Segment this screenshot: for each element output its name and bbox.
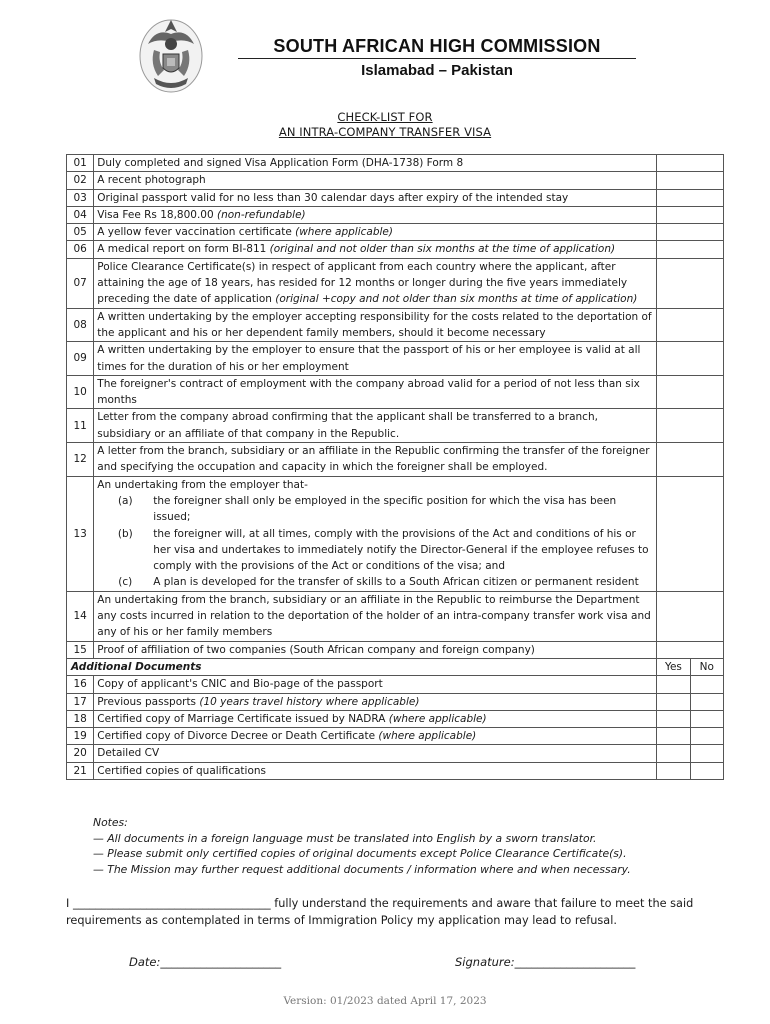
- document-title-line2: AN INTRA-COMPANY TRANSFER VISA: [278, 125, 492, 139]
- table-row: [67, 308, 724, 342]
- item-text: Duly completed and signed Visa Application Form (DHA-1738) Form 8: [97, 157, 464, 169]
- check-cell[interactable]: [657, 375, 724, 409]
- item-number: 14: [67, 591, 94, 641]
- item-note: (where applicable): [378, 730, 477, 743]
- table-row: [67, 342, 724, 376]
- table-row: [67, 155, 724, 172]
- item-description: [94, 172, 657, 189]
- sub-item: [97, 526, 653, 575]
- table-row: [67, 409, 724, 443]
- item-number: 19: [67, 728, 94, 745]
- name-blank-field[interactable]: ___________________________________: [72, 897, 271, 910]
- no-column-header: No: [690, 658, 723, 675]
- item-number: 16: [67, 676, 94, 693]
- sub-item-label: (a): [117, 494, 133, 507]
- item-description: [94, 728, 657, 745]
- item-description: [94, 443, 657, 477]
- item-description: [94, 375, 657, 409]
- yes-checkbox[interactable]: [657, 693, 690, 710]
- item-description: [94, 693, 657, 710]
- item-text: Original passport valid for no less than 30 calendar days after expiry of the intended stay: [97, 191, 569, 204]
- no-checkbox[interactable]: [690, 676, 723, 693]
- item-text: Letter from the company abroad confirming that the applicant shall be transferred to a branch, subsidiary or an affiliate of that company in the Republic.: [97, 411, 598, 440]
- item-text: A medical report on form BI-811: [97, 243, 270, 256]
- check-cell[interactable]: [657, 476, 724, 591]
- organization-title: SOUTH AFRICAN HIGH COMMISSION: [238, 36, 636, 59]
- item-number: 17: [67, 693, 94, 710]
- table-row: [67, 745, 724, 762]
- table-row: [67, 641, 724, 658]
- no-checkbox[interactable]: [690, 762, 723, 779]
- check-cell[interactable]: [657, 155, 724, 172]
- item-description: [94, 342, 657, 376]
- table-row: [67, 710, 724, 727]
- item-text: An undertaking from the branch, subsidiary or an affiliate in the Republic to reimburse the Department any costs incurred in relation to the deportation of the holder of an intra-company transfer work visa and any of his or her family members: [97, 593, 651, 639]
- checklist-table: [66, 154, 724, 780]
- declaration-prefix: I: [66, 897, 70, 910]
- table-row: [67, 258, 724, 308]
- table-row: [67, 476, 724, 591]
- no-checkbox[interactable]: [690, 693, 723, 710]
- check-cell[interactable]: [657, 241, 724, 258]
- check-cell[interactable]: [657, 443, 724, 477]
- item-number: 05: [67, 224, 94, 241]
- item-description: [94, 476, 657, 591]
- check-cell[interactable]: [657, 409, 724, 443]
- declaration: [66, 895, 726, 929]
- no-checkbox[interactable]: [690, 745, 723, 762]
- item-number: 08: [67, 308, 94, 342]
- item-text: Previous passports: [97, 695, 200, 708]
- item-text: The foreigner's contract of employment with the company abroad valid for a period of not less than six months: [97, 377, 640, 407]
- item-number: 15: [67, 641, 94, 658]
- item-description: [94, 762, 657, 779]
- item-text: Certified copies of qualifications: [97, 764, 266, 777]
- table-row: [67, 224, 724, 241]
- item-text: Copy of applicant's CNIC and Bio-page of the passport: [97, 678, 383, 691]
- table-row: [67, 375, 724, 409]
- note-line: — The Mission may further request additional documents / information where and when necessary.: [93, 862, 631, 876]
- item-text: A written undertaking by the employer accepting responsibility for the costs related to the deportation of the applicant and his or her dependent family members, should it become necessary: [97, 310, 652, 339]
- item-number: 09: [67, 342, 94, 376]
- item-number: 12: [67, 443, 94, 477]
- notes-section: [93, 815, 631, 877]
- item-text: Visa Fee Rs 18,800.00: [97, 208, 217, 221]
- item-description: [94, 641, 657, 658]
- item-text: A written undertaking by the employer to ensure that the passport of his or her employee is valid at all times for the duration of his or her employment: [97, 344, 641, 373]
- additional-documents-heading: Additional Documents: [67, 658, 657, 675]
- sub-item-label: (b): [117, 527, 133, 540]
- check-cell[interactable]: [657, 224, 724, 241]
- item-description: [94, 189, 657, 206]
- check-cell[interactable]: [657, 342, 724, 376]
- no-checkbox[interactable]: [690, 710, 723, 727]
- item-description: [94, 710, 657, 727]
- item-note: (where applicable): [295, 226, 393, 239]
- item-description: [94, 258, 657, 308]
- item-number: 21: [67, 762, 94, 779]
- notes-heading: Notes:: [93, 816, 128, 829]
- item-description: [94, 224, 657, 241]
- table-row: [67, 693, 724, 710]
- item-text: An undertaking from the employer that-: [97, 478, 308, 491]
- check-cell[interactable]: [657, 591, 724, 641]
- item-note: (non-refundable): [217, 208, 306, 221]
- note-line: — All documents in a foreign language must be translated into English by a sworn translator.: [93, 831, 597, 845]
- date-field[interactable]: Date:_____________________: [129, 955, 282, 969]
- yes-checkbox[interactable]: [657, 728, 690, 745]
- sub-item: [97, 574, 653, 590]
- table-row: [67, 206, 724, 223]
- item-number: 11: [67, 409, 94, 443]
- item-note: (original and not older than six months at the time of application): [269, 243, 616, 256]
- sub-item-text: the foreigner shall only be employed in the specific position for which the visa has been issued;: [153, 494, 617, 524]
- sub-item-text: the foreigner will, at all times, comply with the provisions of the Act and conditions of his or her visa and undertakes to immediately notify the Director-General if the employee refuses to comply with the provisions of the Act or conditions of the visa; and: [153, 527, 649, 573]
- item-description: [94, 745, 657, 762]
- item-text: Certified copy of Marriage Certificate issued by NADRA: [97, 712, 389, 725]
- additional-documents-header: [67, 658, 724, 675]
- table-row: [67, 676, 724, 693]
- table-row: [67, 728, 724, 745]
- item-note: (where applicable): [388, 712, 487, 725]
- item-description: [94, 409, 657, 443]
- sub-item-label: (c): [118, 576, 133, 589]
- item-number: 18: [67, 710, 94, 727]
- item-description: [94, 676, 657, 693]
- document-title-line1: CHECK-LIST FOR: [337, 110, 433, 124]
- item-number: 07: [67, 258, 94, 308]
- item-number: 13: [67, 476, 94, 591]
- item-note: (10 years travel history where applicable): [199, 695, 420, 708]
- item-number: 10: [67, 375, 94, 409]
- coat-of-arms-icon: [136, 14, 206, 94]
- item-note: (original +copy and not older than six months at time of application): [275, 293, 638, 306]
- item-number: 20: [67, 745, 94, 762]
- location-subtitle: Islamabad – Pakistan: [361, 62, 513, 79]
- item-number: 01: [67, 155, 94, 172]
- item-text: Police Clearance Certificate(s) in respect of applicant from each country where the applicant, after attaining the age of 18 years, has resided for 12 months or longer during the five years immediately preceding the date of application: [97, 260, 628, 306]
- item-description: [94, 308, 657, 342]
- item-text: A yellow fever vaccination certificate: [97, 226, 296, 239]
- table-row: [67, 172, 724, 189]
- yes-checkbox[interactable]: [657, 710, 690, 727]
- check-cell[interactable]: [657, 206, 724, 223]
- item-text: A letter from the branch, subsidiary or an affiliate in the Republic confirming the transfer of the foreigner and specifying the occupation and capacity in which the foreigner shall be employed.: [97, 445, 650, 474]
- yes-checkbox[interactable]: [657, 676, 690, 693]
- note-line: — Please submit only certified copies of original documents except Police Clearance Certificate(s).: [93, 847, 627, 860]
- table-row: [67, 762, 724, 779]
- version-footer: Version: 01/2023 dated April 17, 2023: [283, 995, 487, 1007]
- item-number: 02: [67, 172, 94, 189]
- item-number: 04: [67, 206, 94, 223]
- item-text: Proof of affiliation of two companies (South African company and foreign company): [97, 643, 535, 656]
- check-cell[interactable]: [657, 189, 724, 206]
- table-row: [67, 591, 724, 641]
- item-text: Certified copy of Divorce Decree or Death Certificate: [97, 730, 379, 743]
- item-text: A recent photograph: [97, 174, 206, 187]
- table-row: [67, 241, 724, 258]
- table-row: [67, 189, 724, 206]
- item-description: [94, 241, 657, 258]
- declaration-text: fully understand the requirements and aware that failure to meet the said requirements as contemplated in terms of Immigration Policy my application may lead to refusal.: [66, 897, 694, 927]
- signature-field[interactable]: Signature:_____________________: [455, 955, 636, 969]
- yes-checkbox[interactable]: [657, 745, 690, 762]
- item-text: Detailed CV: [97, 747, 160, 760]
- yes-checkbox[interactable]: [657, 762, 690, 779]
- check-cell[interactable]: [657, 258, 724, 308]
- check-cell[interactable]: [657, 172, 724, 189]
- item-number: 03: [67, 189, 94, 206]
- no-checkbox[interactable]: [690, 728, 723, 745]
- item-description: [94, 591, 657, 641]
- item-number: 06: [67, 241, 94, 258]
- item-description: [94, 155, 657, 172]
- yes-column-header: Yes: [657, 658, 690, 675]
- check-cell[interactable]: [657, 641, 724, 658]
- check-cell[interactable]: [657, 308, 724, 342]
- sub-item: [97, 493, 653, 526]
- item-description: [94, 206, 657, 223]
- sub-item-text: A plan is developed for the transfer of skills to a South African citizen or permanent resident: [153, 576, 639, 589]
- table-row: [67, 443, 724, 477]
